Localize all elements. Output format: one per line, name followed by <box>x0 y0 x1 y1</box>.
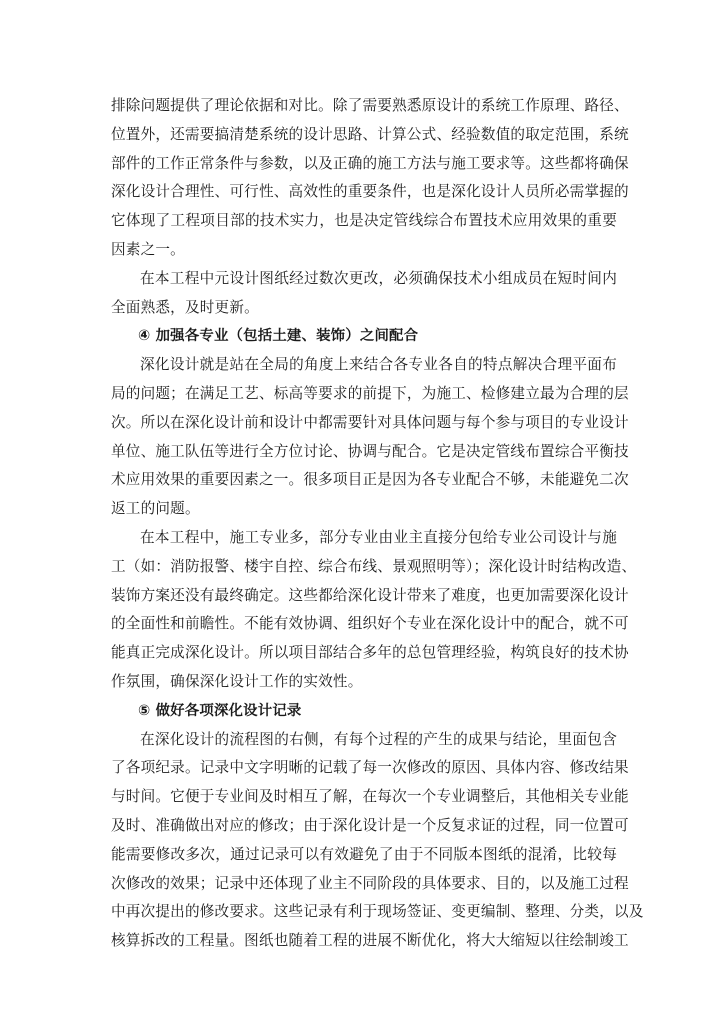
paragraph-line: 全面熟悉，及时更新。 <box>111 298 259 316</box>
paragraph-line: 排除问题提供了理论依据和对比。除了需要熟悉原设计的系统工作原理、路径、 <box>111 97 629 114</box>
paragraph-line: 返工的问题。 <box>111 500 200 518</box>
section-heading: ④ 加强各专业（包括土建、装饰）之间配合 <box>138 328 419 345</box>
paragraph-line: 位置外，还需要搞清楚系统的设计思路、计算公式、经验数值的取定范围，系统 <box>111 125 629 143</box>
paragraph-line: 了各项纪录。记录中文字明晰的记载了每一次修改的原因、具体内容、修改结果 <box>111 759 629 777</box>
paragraph-line: 及时、准确做出对应的修改；由于深化设计是一个反复求证的过程，同一位置可 <box>111 816 629 834</box>
paragraph-line: 作氛围，确保深化设计工作的实效性。 <box>111 672 363 690</box>
paragraph-line: 深化设计就是站在全局的角度上来结合各专业各自的特点解决合理平面布 <box>140 356 617 374</box>
paragraph-line: 次修改的效果；记录中还体现了业主不同阶段的具体要求、目的，以及施工过程 <box>111 874 629 892</box>
paragraph-line: 与时间。它便于专业间及时相互了解，在每次一个专业调整后，其他相关专业能 <box>111 788 629 806</box>
document-page <box>111 92 644 956</box>
section-heading: ⑤ 做好各项深化设计记录 <box>138 702 302 719</box>
paragraph-line: 深化设计合理性、可行性、高效性的重要条件，也是深化设计人员所必需掌握的 <box>111 183 629 201</box>
paragraph-line: 因素之一。 <box>111 240 185 258</box>
paragraph-line: 次。所以在深化设计前和设计中都需要针对具体问题与每个参与项目的专业设计 <box>111 413 629 431</box>
paragraph-line: 核算拆改的工程量。图纸也随着工程的进展不断优化，将大大缩短以往绘制竣工 <box>111 932 629 950</box>
paragraph-line: 部件的工作正常条件与参数，以及正确的施工方法与施工要求等。这些都将确保 <box>111 154 629 172</box>
paragraph-line: 局的问题；在满足工艺、标高等要求的前提下，为施工、检修建立最为合理的层 <box>111 384 629 402</box>
paragraph-line: 单位、施工队伍等进行全方位讨论、协调与配合。它是决定管线布置综合平衡技 <box>111 442 629 460</box>
paragraph-line: 在深化设计的流程图的右侧，有每个过程的产生的成果与结论，里面包含 <box>140 730 617 748</box>
paragraph-line: 装饰方案还没有最终确定。这些都给深化设计带来了难度，也更加需要深化设计 <box>111 586 629 604</box>
paragraph-line: 在本工程中，施工专业多，部分专业由业主直接分包给专业公司设计与施 <box>140 528 617 546</box>
paragraph-line: 的全面性和前瞻性。不能有效协调、组织好个专业在深化设计中的配合，就不可 <box>111 615 629 633</box>
paragraph-line: 术应用效果的重要因素之一。很多项目正是因为各专业配合不够，未能避免二次 <box>111 471 629 489</box>
paragraph-line: 工（如：消防报警、楼宇自控、综合布线、景观照明等）；深化设计时结构改造、 <box>111 557 637 575</box>
paragraph-line: 能真正完成深化设计。所以项目部结合多年的总包管理经验，构筑良好的技术协 <box>111 644 629 662</box>
paragraph-line: 它体现了工程项目部的技术实力，也是决定管线综合布置技术应用效果的重要 <box>111 212 617 230</box>
paragraph-line: 在本工程中元设计图纸经过数次更改，必须确保技术小组成员在短时间内 <box>140 269 617 287</box>
paragraph-line: 中再次提出的修改要求。这些记录有利于现场签证、变更编制、整理、分类，以及 <box>111 903 644 921</box>
paragraph-line: 能需要修改多次，通过记录可以有效避免了由于不同版本图纸的混淆，比较每 <box>111 845 617 863</box>
